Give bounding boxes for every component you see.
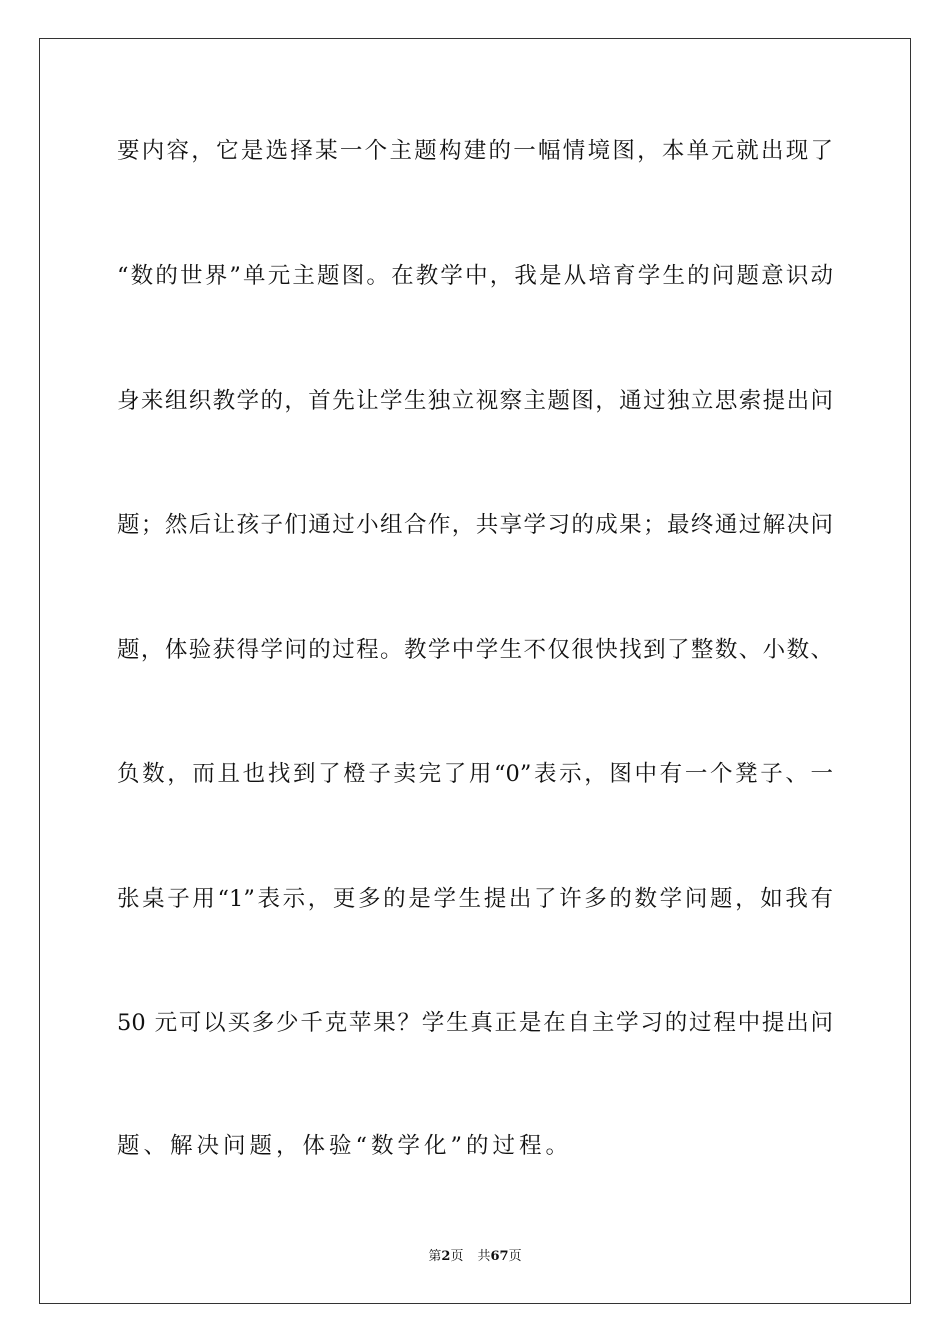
page-prefix: 第 [428,1249,442,1264]
paragraph-line: “数的世界”单元主题图。在教学中，我是从培育学生的问题意识动 [117,263,833,289]
total-suffix: 页 [508,1249,522,1264]
page-footer [0,1248,950,1266]
paragraph-line: 题、解决问题，体验“数学化”的过程。 [117,1133,573,1159]
paragraph-line: 题；然后让孩子们通过小组合作，共享学习的成果；最终通过解决问 [117,512,833,538]
paragraph-line: 要内容，它是选择某一个主题构建的一幅情境图，本单元就出现了 [117,138,833,164]
page-suffix: 页 [450,1249,464,1264]
paragraph-line: 50 元可以买多少千克苹果？学生真正是在自主学习的过程中提出问 [117,1010,833,1036]
total-prefix: 共 [477,1249,491,1264]
paragraph-line: 题，体验获得学问的过程。教学中学生不仅很快找到了整数、小数、 [117,637,833,663]
paragraph-line: 身来组织教学的，首先让学生独立视察主题图，通过独立思索提出问 [117,388,833,414]
page-number: 2 [441,1249,451,1264]
paragraph-line: 张桌子用“1”表示，更多的是学生提出了许多的数学问题，如我有 [117,886,833,912]
paragraph-line: 负数，而且也找到了橙子卖完了用“0”表示，图中有一个凳子、一 [117,761,833,787]
total-pages: 67 [490,1249,509,1264]
page-border [39,38,911,1304]
